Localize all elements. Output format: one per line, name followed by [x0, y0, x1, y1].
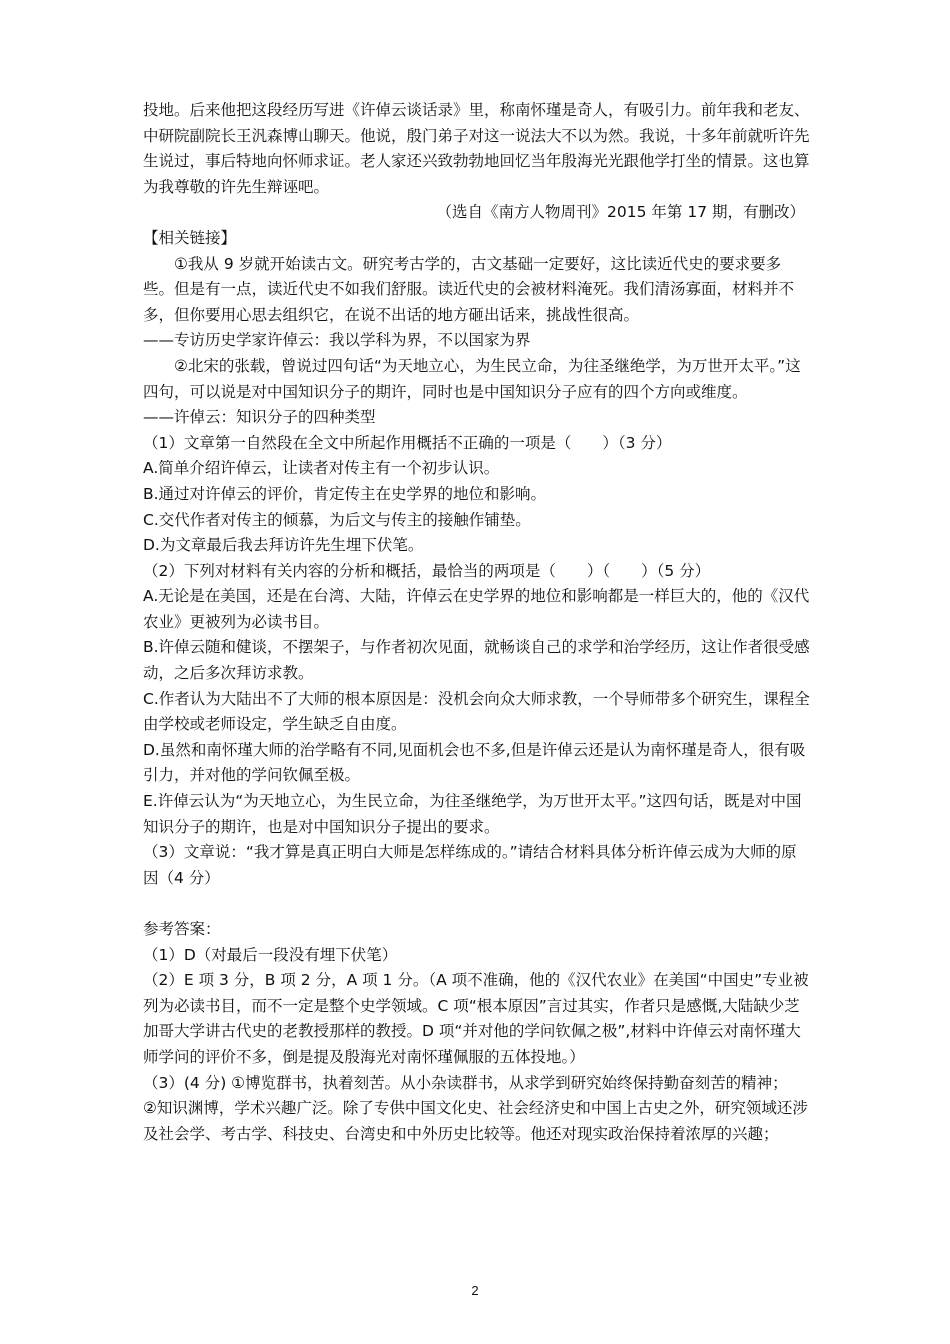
question-1-option-b: B.通过对许倬云的评价，肯定传主在史学界的地位和影响。: [143, 484, 547, 503]
question-2-option-c: C.作者认为大陆出不了大师的根本原因是：没机会向众大师求教，一个导师带多个研究生，课程全由学校或老师设定，学生缺乏自由度。: [143, 689, 810, 734]
question-2: （2）下列对材料有关内容的分析和概括，最恰当的两项是（ ）（ ）（5 分）: [143, 561, 711, 580]
question-2-option-a: A.无论是在美国，还是在台湾、大陆，许倬云在史学界的地位和影响都是一样巨大的，他的《汉代农业》更被列为必读书目。: [143, 587, 810, 631]
answer-3-point-2: ②知识渊博，学术兴趣广泛。除了专供中国文化史、社会经济史和中国上古史之外，研究领域还涉及社会学、考古学、科技史、台湾史和中外历史比较等。他还对现实政治保持着浓厚的兴趣；: [143, 1099, 808, 1143]
answer-2: （2）E 项 3 分，B 项 2 分，A 项 1 分。（A 项不准确，他的《汉代农业》在美国“中国史”专业被列为必读书目，而不一定是整个史学领域。C 项“根本原因”言过其实，作者只是感慨,大陆缺少芝加哥大学讲古代史的老教授那样的教授。D 项“并对他的学问钦佩之极”,材料中许倬云对南怀瑾大师学问的评价不多，倒是提及殷海光对南怀瑾佩服的五体投地。）: [143, 971, 809, 1066]
page-content: [143, 98, 811, 1147]
question-2-option-b: B.许倬云随和健谈，不摆架子，与作者初次见面，就畅谈自己的求学和治学经历，这让作者很受感动，之后多次拜访求教。: [143, 638, 810, 683]
answers-heading: 参考答案：: [143, 920, 221, 938]
blank-line: [143, 891, 811, 917]
question-2-option-d: D.虽然和南怀瑾大师的治学略有不同,见面机会也不多,但是许倬云还是认为南怀瑾是奇人，很有吸引力，并对他的学问钦佩至极。: [143, 740, 806, 785]
question-1: （1）文章第一自然段在全文中所起作用概括不正确的一项是（ ）（3 分）: [143, 433, 672, 452]
answer-1: （1）D（对最后一段没有埋下伏笔）: [143, 945, 398, 964]
question-3: （3）文章说：“我才算是真正明白大师是怎样练成的。”请结合材料具体分析许倬云成为大师的原因（4 分）: [143, 843, 797, 887]
paragraph-end-of-article: 投地。后来他把这段经历写进《许倬云谈话录》里，称南怀瑾是奇人，有吸引力。前年我和老友、中研院副院长王汎森博山聊天。他说，殷门弟子对这一说法大不以为然。我说，十多年前就听许先生说过，事后特地向怀师求证。老人家还兴致勃勃地回忆当年殷海光光跟他学打坐的情景。这也算为我尊敬的许先生辩诬吧。: [143, 101, 810, 196]
related-link-2: ②北宋的张载，曾说过四句话“为天地立心，为生民立命，为往圣继绝学，为万世开太平。”这四句，可以说是对中国知识分子的期许，同时也是中国知识分子应有的四个方向或维度。: [143, 356, 801, 401]
page-number: 2: [471, 1283, 479, 1298]
related-link-1-source: ——专访历史学家许倬云：我以学科为界，不以国家为界: [143, 331, 531, 350]
related-link-2-source: ——许倬云：知识分子的四种类型: [143, 408, 376, 427]
answer-3-point-1: （3）(4 分) ①博览群书，执着刻苦。从小杂读群书，从求学到研究始终保持勤奋刻苦的精神；: [143, 1073, 788, 1092]
source-citation: （选自《南方人物周刊》2015 年第 17 期，有删改）: [436, 203, 805, 222]
related-links-heading: 【相关链接】: [143, 228, 237, 247]
question-1-option-a: A.简单介绍许倬云，让读者对传主有一个初步认识。: [143, 459, 500, 478]
question-1-option-d: D.为文章最后我去拜访许先生埋下伏笔。: [143, 536, 424, 555]
related-link-1: ①我从 9 岁就开始读古文。研究考古学的，古文基础一定要好，这比读近代史的要求要多些。但是有一点，读近代史不如我们舒服。读近代史的会被材料淹死。我们清汤寡面，材料并不多，但你要用心思去组织它，在说不出话的地方砸出话来，挑战性很高。: [143, 254, 795, 324]
question-2-option-e: E.许倬云认为“为天地立心，为生民立命，为往圣继绝学，为万世开太平。”这四句话，既是对中国知识分子的期许，也是对中国知识分子提出的要求。: [143, 792, 802, 836]
question-1-option-c: C.交代作者对传主的倾慕，为后文与传主的接触作铺垫。: [143, 510, 531, 529]
